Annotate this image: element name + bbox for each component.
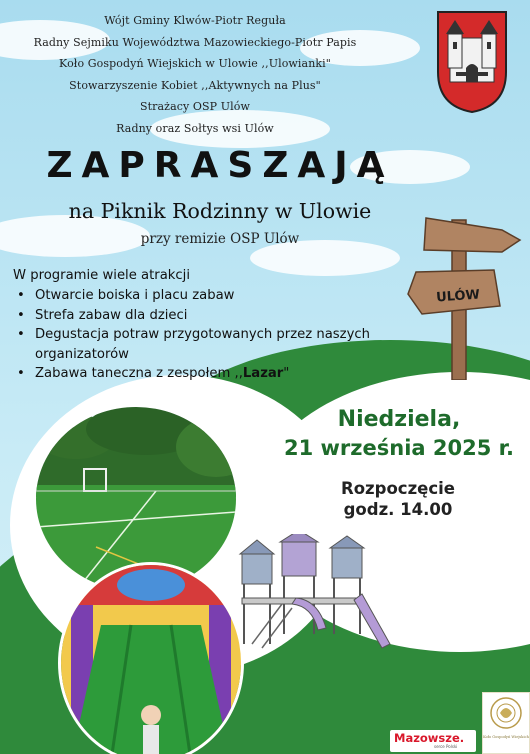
mazowsze-logo-tag: serce Polski (434, 744, 458, 749)
program-item-text: Degustacja potraw przygotowanych przez naszych organizatorów (35, 327, 371, 362)
event-date (268, 406, 530, 462)
playground-icon (222, 534, 392, 664)
mazowsze-logo (390, 730, 476, 752)
organizer-line: Radny oraz Sołtys wsi Ulów (116, 121, 274, 135)
event-location: przy remizie OSP Ulów (140, 231, 300, 247)
organizer-line: Wójt Gminy Klwów-Piotr Reguła (104, 14, 286, 27)
program-item-text: " (283, 366, 290, 381)
inflatable-slide-image (61, 565, 241, 754)
program-item (13, 286, 373, 306)
start-label: Rozpoczęcie (341, 479, 455, 498)
organizer-line: Stowarzyszenie Kobiet ,,Aktywnych na Plus" (69, 78, 321, 92)
organizer-line: Strażacy OSP Ulów (140, 100, 250, 113)
program-section (13, 266, 373, 384)
program-item-text: Zabawa taneczna z zespołem ,, (35, 366, 243, 381)
page-title: ZAPRASZAJĄ (46, 145, 394, 186)
start-hour: godz. 14.00 (343, 500, 453, 519)
organizer-line: Radny Sejmiku Województwa Mazowieckiego-Piotr Papis (33, 35, 357, 49)
band-name: Lazar (242, 366, 284, 381)
signpost-label: ULÓW (435, 287, 481, 306)
program-item-text: Otwarcie boiska i placu zabaw (35, 288, 235, 303)
mazowsze-logo-text: Mazowsze. (394, 731, 465, 745)
start-time (318, 478, 478, 520)
program-item (13, 364, 373, 384)
organizers-list (0, 10, 390, 139)
program-list (13, 286, 373, 384)
organizer-line: Koło Gospodyń Wiejskich w Ulowie ,,Ulowianki" (59, 57, 331, 70)
program-item-text: Strefa zabaw dla dzieci (35, 307, 188, 323)
coat-of-arms-icon (436, 10, 508, 114)
kgw-logo (482, 692, 530, 754)
slide-photo (58, 562, 244, 754)
event-date-line: 21 września 2025 r. (284, 436, 514, 460)
signpost-icon (402, 210, 530, 380)
kgw-emblem-icon (483, 693, 529, 735)
program-item (13, 306, 373, 326)
event-day: Niedziela, (337, 407, 461, 432)
event-subtitle: na Piknik Rodzinny w Ulowie (68, 199, 372, 223)
kgw-logo-text: Koło Gospodyń Wiejskich (483, 735, 529, 739)
program-item (13, 325, 373, 364)
program-intro: W programie wiele atrakcji (13, 268, 190, 283)
